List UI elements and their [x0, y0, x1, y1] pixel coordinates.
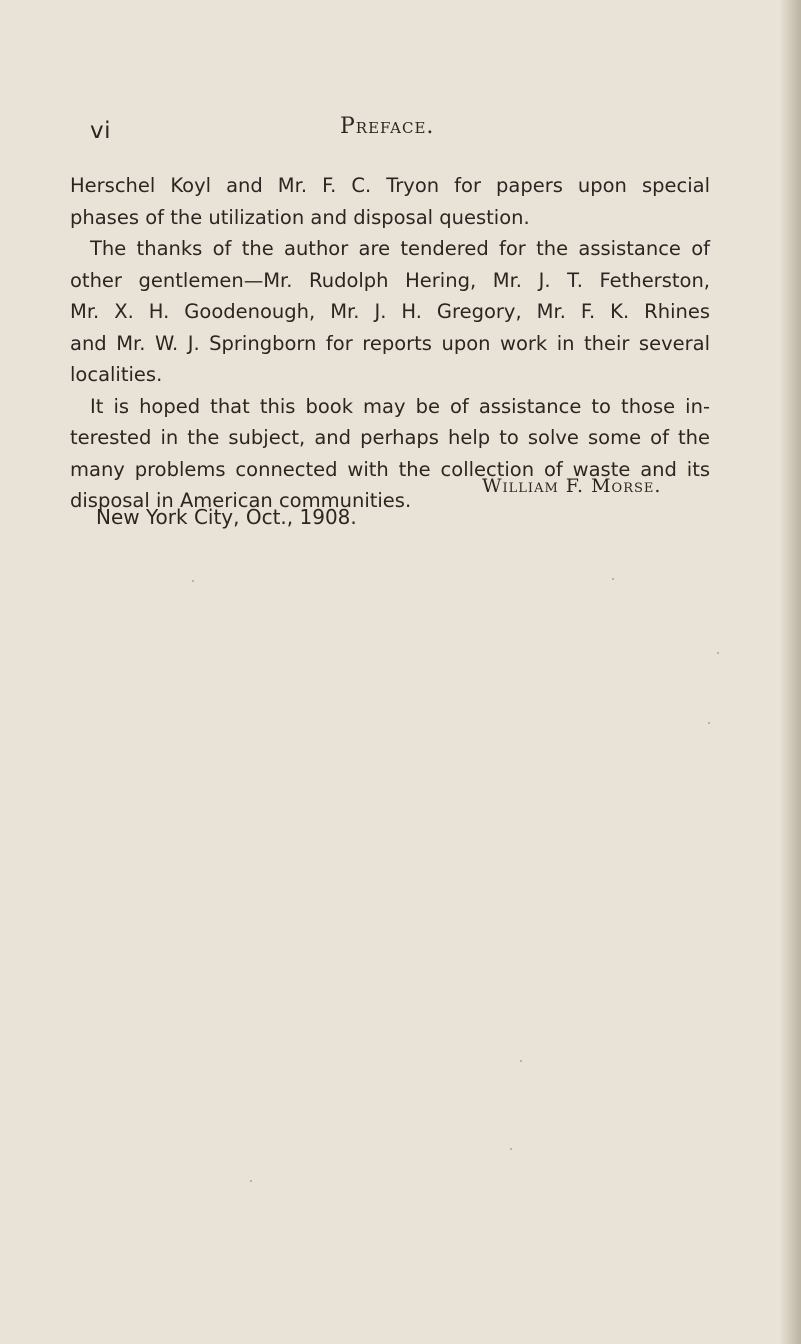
paper-speck: [510, 1148, 512, 1150]
preface-body: [70, 170, 710, 517]
text-line: The thanks of the author are tendered for the assistance of: [90, 237, 710, 260]
paper-speck: [192, 580, 194, 582]
paper-speck: [717, 652, 719, 654]
paper-speck: [250, 1180, 252, 1182]
text-line: Herschel Koyl and Mr. F. C. Tryon for papers upon special: [70, 174, 710, 197]
text-line: disposal in American communities.: [70, 489, 412, 512]
dateline: New York City, Oct., 1908.: [96, 505, 357, 529]
paper-speck: [708, 722, 710, 724]
text-line: many problems connected with the collection of waste and its: [70, 457, 710, 481]
page-edge-shadow: [779, 0, 801, 1344]
text-line: localities.: [70, 363, 163, 386]
page-header: [70, 112, 710, 146]
paper-speck: [612, 578, 614, 580]
paper-speck: [520, 1060, 522, 1062]
author-signature: William F. Morse.: [482, 475, 662, 497]
text-line: and Mr. W. J. Springborn for reports upon work in their several: [70, 331, 710, 355]
text-line: other gentlemen—Mr. Rudolph Hering, Mr. J. T. Fetherston,: [70, 268, 710, 292]
text-line: phases of the utilization and disposal question.: [70, 205, 530, 229]
running-title: Preface.: [340, 114, 435, 139]
page-number: vi: [90, 118, 112, 144]
text-line: It is hoped that this book may be of assistance to those in-: [90, 394, 710, 418]
text-line: terested in the subject, and perhaps help to solve some of the: [70, 426, 710, 449]
text-line: Mr. X. H. Goodenough, Mr. J. H. Gregory, Mr. F. K. Rhines: [70, 300, 710, 323]
